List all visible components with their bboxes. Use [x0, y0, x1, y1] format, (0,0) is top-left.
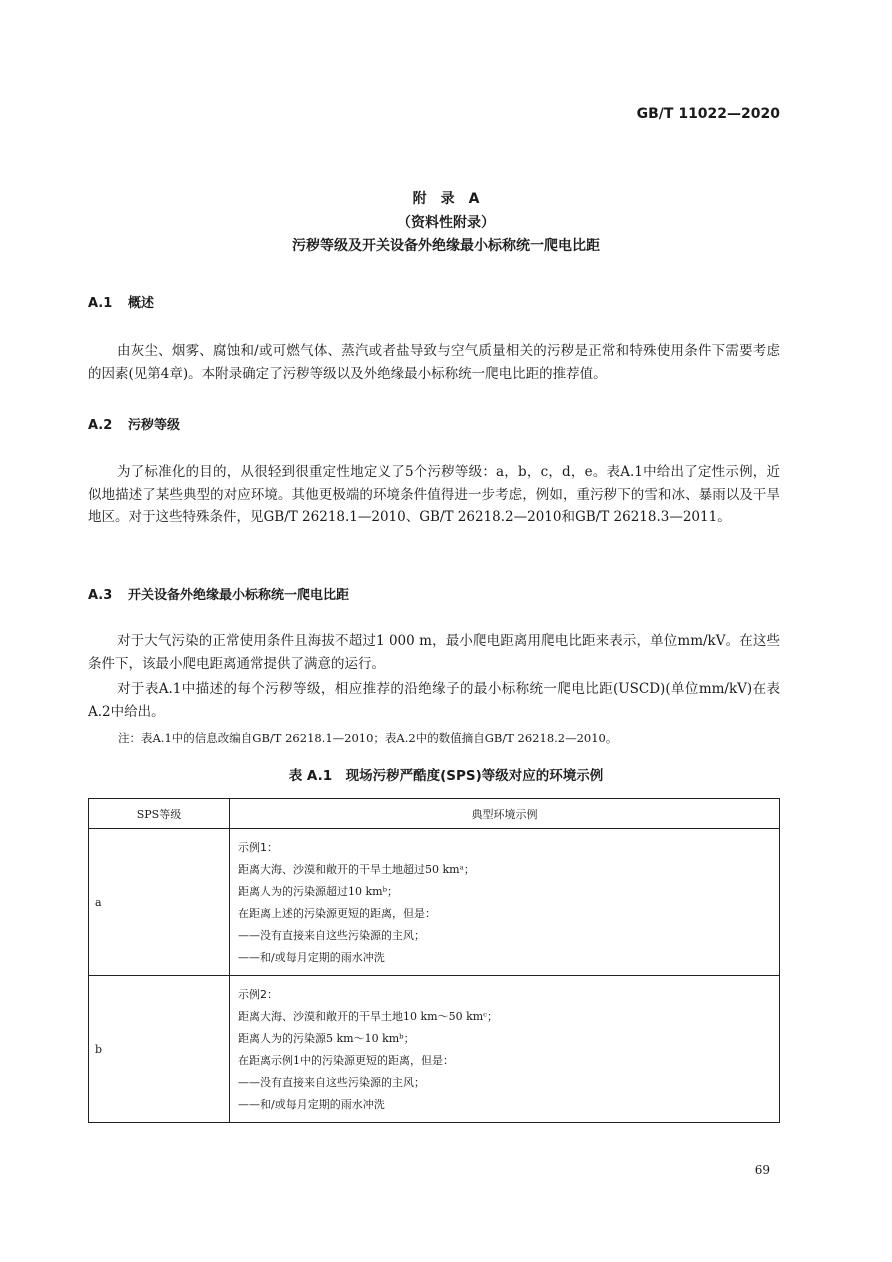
table-row: [89, 976, 780, 1123]
paragraph-pollution-levels: 为了标准化的目的，从很轻到很重定性地定义了5个污秽等级：a，b，c，d，e。表A.1中给出了定性示例，近似地描述了某些典型的对应环境。其他更极端的环境条件值得进一步考虑，例如，重污秽下的雪和冰、暴雨以及干旱地区。对于这些特殊条件，见GB/T 26218.1—2010、GB/T 26218.2—2010和GB/T 26218.3—2011。: [88, 464, 780, 525]
appendix-subtitle: （资料性附录）: [397, 215, 495, 231]
example-line: 示例2：: [238, 988, 278, 1001]
paragraph-overview: 由灰尘、烟雾、腐蚀和/或可燃气体、蒸汽或者盐导致与空气质量相关的污秽是正常和特殊使用条件下需要考虑的因素(见第4章)。本附录确定了污秽等级以及外绝缘最小标称统一爬电比距的推荐值。: [88, 343, 780, 382]
section-a2-heading: [88, 414, 180, 433]
paragraph-creepage-2: 对于表A.1中描述的每个污秽等级，相应推荐的沿绝缘子的最小标称统一爬电比距(USCD)(单位mm/kV)在表A.2中给出。: [88, 681, 780, 720]
table-caption: 表 A.1 现场污秽严酷度(SPS)等级对应的环境示例: [288, 768, 604, 784]
section-number: A.1: [88, 296, 113, 311]
appendix-title: 附 录 A: [412, 191, 480, 207]
paragraph-creepage-1: 对于大气污染的正常使用条件且海拔不超过1 000 m，最小爬电距离用爬电比距来表示，单位mm/kV。在这些条件下，该最小爬电距离通常提供了满意的运行。: [88, 633, 780, 672]
example-line: 距离大海、沙漠和敞开的干旱土地超过50 kmᵃ；: [238, 863, 475, 876]
page-number: 69: [754, 1163, 770, 1177]
sps-table: [88, 798, 780, 1123]
section-a1-heading: [88, 292, 154, 311]
cell-grade: b: [89, 976, 230, 1123]
section-number: A.3: [88, 588, 113, 603]
cell-examples: [230, 976, 780, 1123]
example-line: 距离大海、沙漠和敞开的干旱土地10 km～50 kmᶜ；: [238, 1010, 498, 1023]
section-title: 概述: [128, 296, 155, 311]
example-line: 示例1：: [238, 841, 278, 854]
standard-number: GB/T 11022—2020: [636, 106, 780, 122]
table-row: [89, 829, 780, 976]
header-environment-example: 典型环境示例: [230, 799, 780, 829]
cell-grade: a: [89, 829, 230, 976]
section-title: 开关设备外绝缘最小标称统一爬电比距: [128, 588, 350, 603]
section-a3-heading: [88, 584, 349, 603]
example-line: 在距离上述的污染源更短的距离，但是：: [238, 907, 436, 920]
example-line: ——和/或每月定期的雨水冲洗: [238, 1098, 385, 1111]
cell-examples: [230, 829, 780, 976]
note: 注：表A.1中的信息改编自GB/T 26218.1—2010；表A.2中的数值摘自GB/T 26218.2—2010。: [118, 731, 618, 745]
header-sps-grade: SPS等级: [89, 799, 230, 829]
example-line: 距离人为的污染源超过10 kmᵇ；: [238, 885, 398, 898]
section-number: A.2: [88, 418, 113, 433]
example-line: ——没有直接来自这些污染源的主风；: [238, 1076, 425, 1089]
example-line: ——和/或每月定期的雨水冲洗: [238, 951, 385, 964]
section-title: 污秽等级: [128, 418, 181, 433]
example-line: ——没有直接来自这些污染源的主风；: [238, 929, 425, 942]
table-header-row: [89, 799, 780, 829]
example-line: 在距离示例1中的污染源更短的距离，但是：: [238, 1054, 454, 1067]
appendix-name: 污秽等级及开关设备外绝缘最小标称统一爬电比距: [292, 238, 600, 254]
example-line: 距离人为的污染源5 km～10 kmᵇ；: [238, 1032, 415, 1045]
